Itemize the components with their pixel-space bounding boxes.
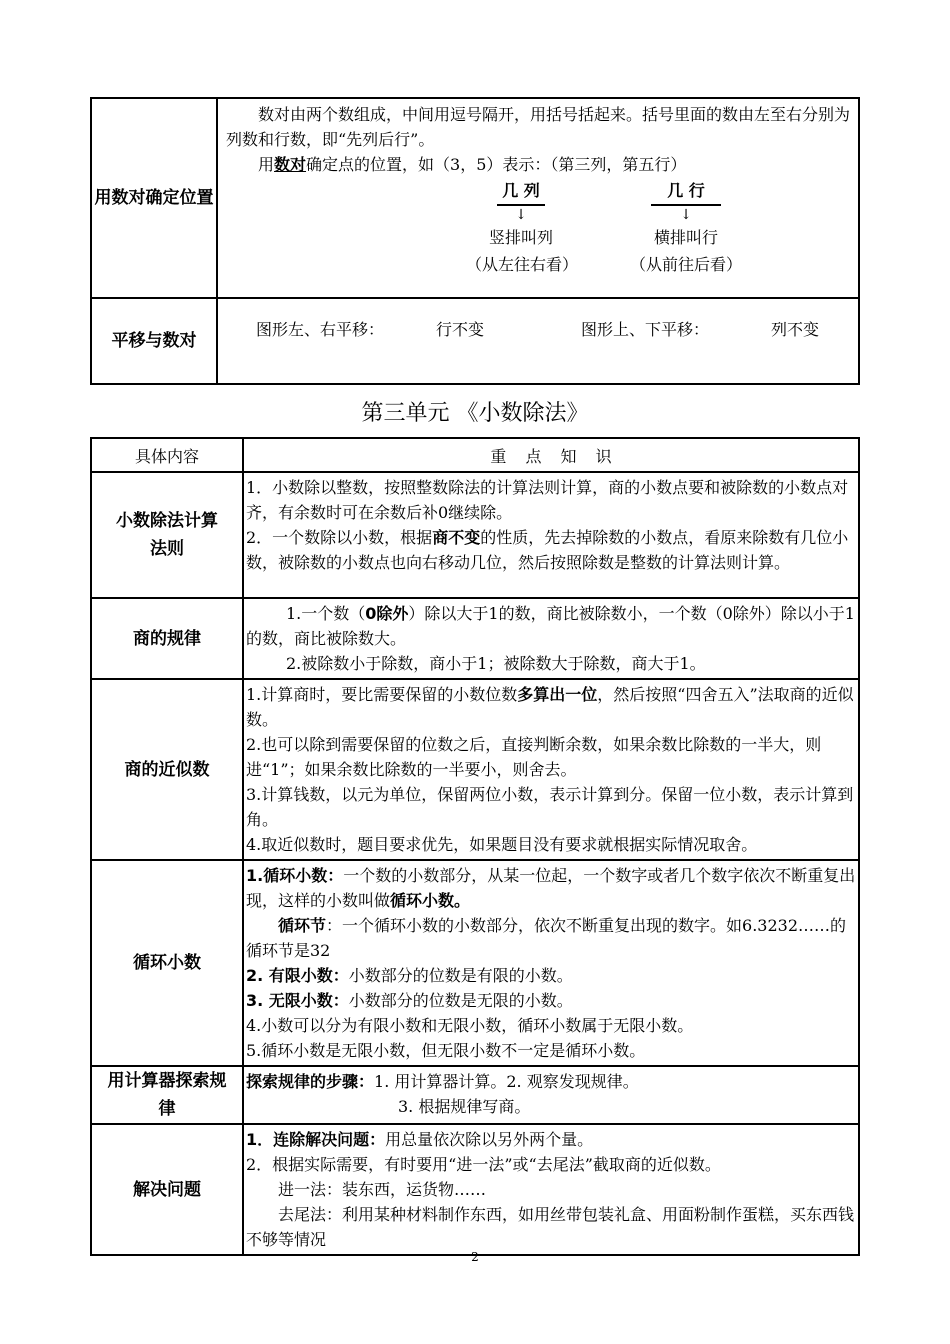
down-arrow-icon: ↓ [680,207,692,223]
row-content: 1.计算商时，要比需要保留的小数位数多算出一位，然后按照“四舍五入”法取商的近似数。 2.也可以除到需要保留的位数之后，直接判断余数，如果余数比除数的一半大，则进“1”；如果余数比除数的一半要小，则舍去。 3.计算钱数，以元为单位，保留两位小数，表示计算到分。保留一位小数，表示计算到角。 4.取近似数时，题目要求优先，如果题目没有要求就根据实际情况取舍。 [243,679,859,860]
row-content: 1．小数除以整数，按照整数除法的计算法则计算，商的小数点要和被除数的小数点对齐，有余数时可在余数后补0继续除。 2．一个数除以小数，根据商不变的性质，先去掉除数的小数点，看原来除数有几位小数，被除数的小数点也向右移动几位，然后按照除数是整数的计算法则计算。 [243,472,859,598]
header-left: 具体内容 [91,438,243,472]
paragraph: 用数对确定点的位置，如（3，5）表示：（第三列，第五行） [258,155,687,174]
row-content-coordinates [217,98,859,298]
row-content: 1．连除解决问题：用总量依次除以另外两个量。 2．根据实际需要，有时要用“进一法”或“去尾法”截取商的近似数。 进一法：装东西，运货物…… 去尾法：利用某种材料制作东西，如用丝带包装礼盒、用面粉制作蛋糕，买东西钱不够等情况 [243,1124,859,1255]
row-label: 解决问题 [91,1124,243,1255]
section-title: 第三单元 《小数除法》 [361,401,589,426]
row-label: 小数除法计算法则 [91,472,243,598]
paragraph: 数对由两个数组成，中间用逗号隔开，用括号括起来。括号里面的数由左至右分别为列数和行数，即“先列后行”。 [226,105,851,149]
row-label: 商的规律 [91,598,243,679]
down-arrow-icon: ↓ [515,207,527,223]
row-label: 循环小数 [91,860,243,1066]
column-row-diagram [226,177,854,285]
row-content: 1.循环小数：一个数的小数部分，从某一位起，一个数字或者几个数字依次不断重复出现，这样的小数叫做循环小数。 循环节：一个循环小数的小数部分，依次不断重复出现的数字。如6.3232……的循环节是32 2. 有限小数：小数部分的位数是有限的小数。 3. 无限小数：小数部分的位数是无限的小数。 4.小数可以分为有限小数和无限小数，循环小数属于无限小数。 5.循环小数是无限小数，但无限小数不一定是循环小数。 [243,860,859,1066]
header-right: 重 点 知 识 [243,438,859,472]
page-number: 2 [471,1250,479,1264]
column-explanation: 几 列 ↓ 竖排叫列 （从左往右看） [466,177,576,278]
row-content: 1.一个数（0除外）除以大于1的数，商比被除数小，一个数（0除外）除以小于1的数，商比被除数大。 2.被除数小于除数，商小于1；被除数大于除数，商大于1。 [243,598,859,679]
row-content-translation: 图形左、右平移： 行不变 图形上、下平移： 列不变 [217,298,859,384]
row-label-coordinates: 用数对确定位置 [91,98,217,298]
decimal-division-table [90,437,860,1256]
row-content: 探索规律的步骤：1. 用计算器计算。2. 观察发现规律。 3. 根据规律写商。 [243,1066,859,1124]
row-label: 用计算器探索规律 [91,1066,243,1124]
coordinate-table [90,97,860,385]
row-label: 商的近似数 [91,679,243,860]
row-label-translation: 平移与数对 [91,298,217,384]
row-explanation: 几 行 ↓ 横排叫行 （从前往后看） [626,177,746,278]
